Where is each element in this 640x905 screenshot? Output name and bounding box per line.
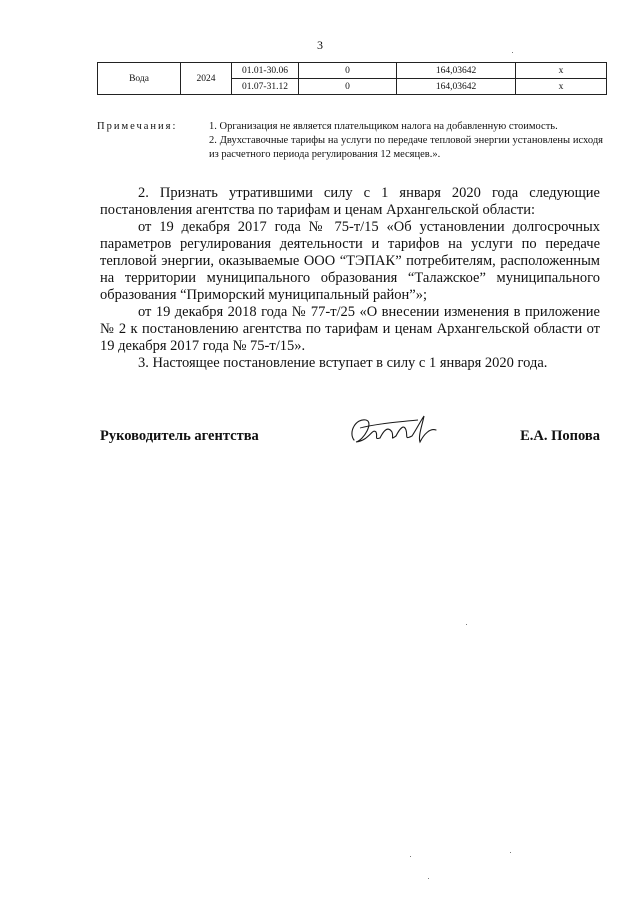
signer-name: Е.А. Попова (520, 428, 600, 444)
table-row (98, 63, 607, 79)
mark-cell: x (516, 63, 607, 79)
scan-speck (466, 624, 467, 625)
note-item: 2. Двухставочные тарифы на услуги по передаче тепловой энергии установлены исходя из расчетного периода регулирования 12 месяцев.». (209, 135, 603, 160)
repealed-act-1: от 19 декабря 2017 года № 75-т/15 «Об установлении долгосрочных параметров регулирования деятельности и тарифов на услуги по передаче тепловой энергии, оказываемые ООО “ТЭПАК” потребителям, расположенным на территории муниципального образования “Талажское” муниципального образования “Приморский муниципальный район”»; (100, 219, 600, 303)
zero-cell: 0 (299, 79, 397, 95)
scan-speck (510, 852, 511, 853)
resource-cell: Вода (98, 63, 181, 95)
scan-speck (410, 856, 411, 857)
zero-cell: 0 (299, 63, 397, 79)
note-item: 1. Организация не является плательщиком налога на добавленную стоимость. (209, 121, 558, 132)
value-cell: 164,03642 (397, 63, 516, 79)
page-number: 3 (317, 38, 323, 52)
period-cell: 01.07-31.12 (232, 79, 299, 95)
notes-body (209, 120, 603, 162)
notes-label: Примечания: (97, 121, 178, 132)
scan-speck (512, 52, 513, 53)
repealed-act-2: от 19 декабря 2018 года № 77-т/25 «О внесении изменения в приложение № 2 к постановлению агентства по тарифам и ценам Архангельской области от 19 декабря 2017 года № 75-т/15». (100, 304, 600, 354)
period-cell: 01.01-30.06 (232, 63, 299, 79)
main-text (100, 185, 600, 372)
value-cell: 164,03642 (397, 79, 516, 95)
handwritten-signature (346, 410, 442, 450)
signer-position: Руководитель агентства (100, 428, 259, 444)
tariff-table (97, 62, 607, 95)
scan-speck (428, 878, 429, 879)
year-cell: 2024 (181, 63, 232, 95)
mark-cell: x (516, 79, 607, 95)
clause-2-intro: 2. Признать утратившими силу с 1 января 2020 года следующие постановления агентства по тарифам и ценам Архангельской области: (100, 185, 600, 218)
clause-3: 3. Настоящее постановление вступает в силу с 1 января 2020 года. (138, 355, 548, 371)
